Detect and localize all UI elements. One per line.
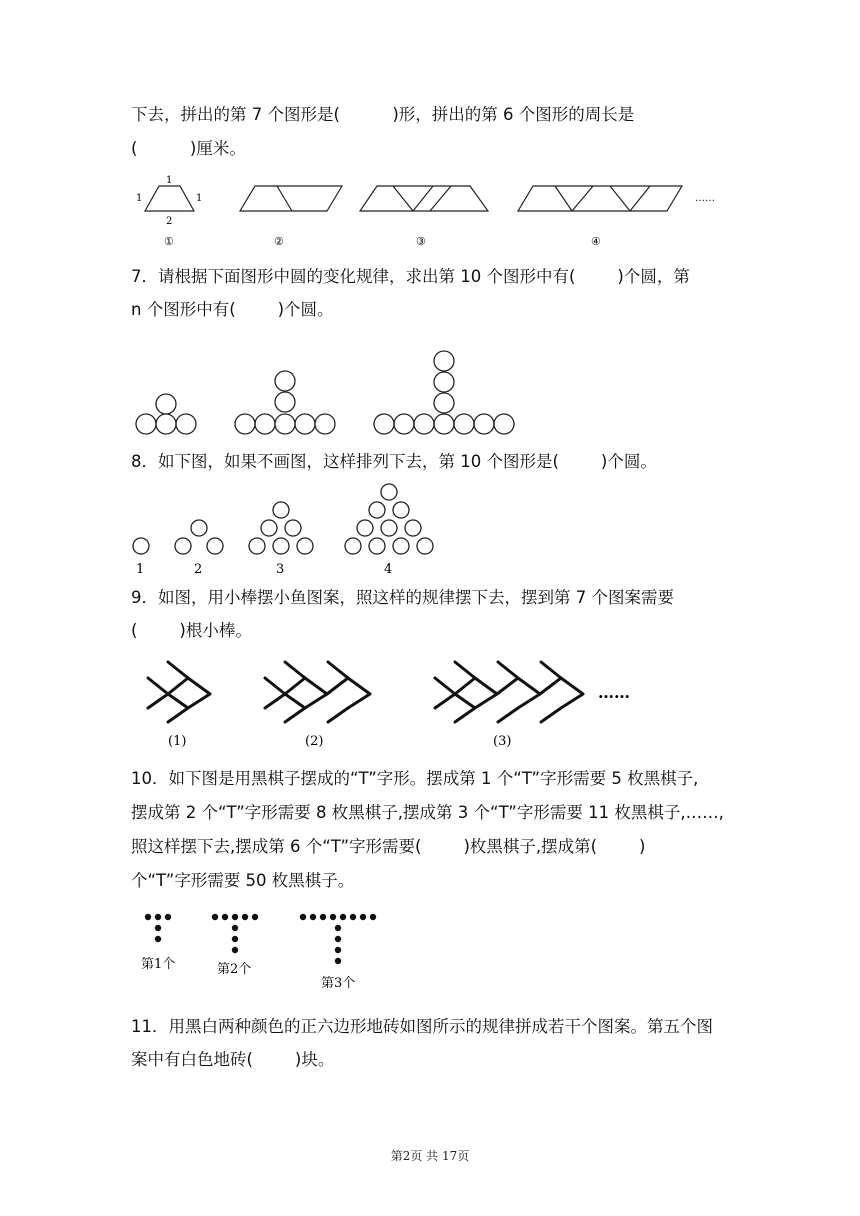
- q6-fig-label-1: ①: [164, 235, 174, 248]
- q6-fig-label-2: ②: [274, 235, 284, 248]
- q6-trapezoid-figure: [125, 168, 735, 250]
- q9-ellipsis: ……: [598, 683, 630, 702]
- q10-text-line2: 摆成第 2 个“T”字形需要 8 枚黑棋子,摆成第 3 个“T”字形需要 11 枚黑棋子,……,: [131, 803, 724, 822]
- q10-fig-label-1: 第1个: [141, 957, 176, 972]
- q6-ellipsis: ……: [695, 193, 715, 204]
- q8-fig-label-4: 4: [384, 562, 393, 577]
- q10-fig-label-3: 第3个: [321, 976, 356, 991]
- q6-label-bottom: 2: [166, 216, 173, 227]
- q10-text-line4: 个“T”字形需要 50 枚黑棋子。: [131, 871, 355, 890]
- q9-fish-sticks-figure: [130, 656, 660, 752]
- q11-text-line2: 案中有白色地砖( )块。: [131, 1050, 335, 1069]
- q7-text-line1: 7．请根据下面图形中圆的变化规律，求出第 10 个图形中有( )个圆，第: [131, 267, 690, 286]
- q10-text-line3: 照这样摆下去,摆成第 6 个“T”字形需要( )枚黑棋子,摆成第( ): [131, 837, 646, 856]
- q10-fig-label-2: 第2个: [217, 962, 252, 977]
- q9-fig-label-1: (1): [168, 734, 187, 749]
- q9-text-line1: 9．如图，用小棒摆小鱼图案，照这样的规律摆下去，摆到第 7 个图案需要: [131, 588, 674, 607]
- q11-text-line1: 11．用黑白两种颜色的正六边形地砖如图所示的规律拼成若干个图案。第五个图: [131, 1017, 713, 1036]
- q8-fig-label-2: 2: [194, 562, 203, 577]
- q6-label-left: 1: [136, 193, 143, 204]
- q8-triangle-circles-figure: [125, 478, 445, 578]
- q8-fig-label-3: 3: [276, 562, 285, 577]
- q9-fig-label-3: (3): [493, 734, 512, 749]
- q8-text-line1: 8．如下图，如果不画图，这样排列下去，第 10 个图形是( )个圆。: [131, 452, 657, 471]
- page-footer: 第2页 共 17页: [390, 1149, 470, 1163]
- q10-t-shape-figure: [135, 906, 395, 996]
- q9-text-line2: ( )根小棒。: [131, 621, 252, 640]
- q6-label-right: 1: [196, 193, 203, 204]
- q6-text-line1: 下去，拼出的第 7 个图形是( )形，拼出的第 6 个图形的周长是: [131, 105, 635, 124]
- q6-label-top: 1: [166, 175, 173, 186]
- q8-fig-label-1: 1: [136, 562, 145, 577]
- q10-text-line1: 10．如下图是用黑棋子摆成的“T”字形。摆成第 1 个“T”字形需要 5 枚黑棋子,: [131, 769, 699, 788]
- q6-fig-label-3: ③: [416, 235, 426, 248]
- q6-fig-label-4: ④: [591, 235, 601, 248]
- q9-fig-label-2: (2): [305, 734, 324, 749]
- q6-text-line2: ( )厘米。: [131, 139, 246, 158]
- q7-circles-figure: [125, 340, 525, 440]
- q7-text-line2: n 个图形中有( )个圆。: [131, 300, 334, 319]
